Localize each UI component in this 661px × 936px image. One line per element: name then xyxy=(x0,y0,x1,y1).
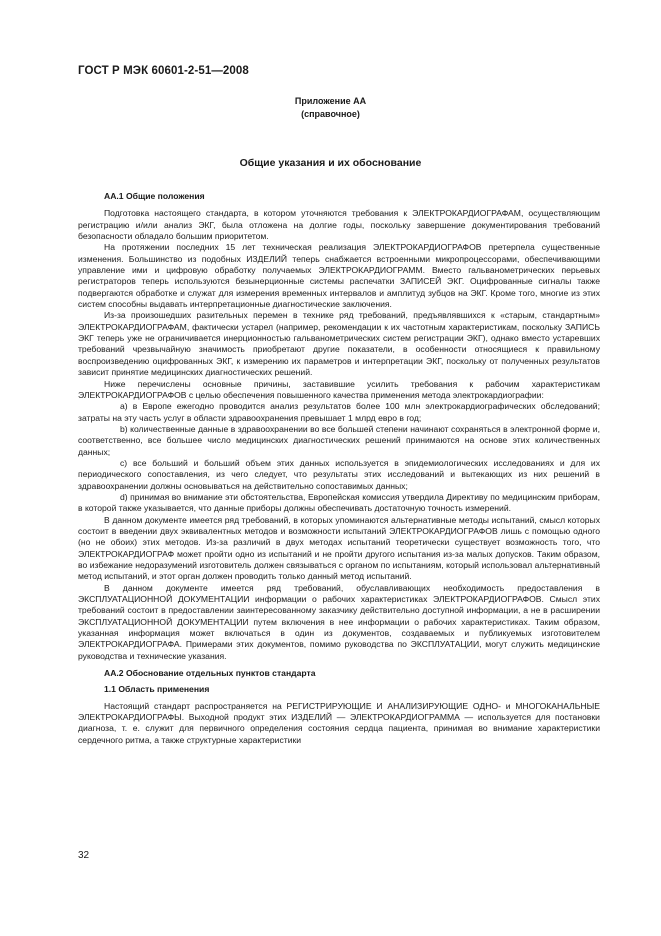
annex-subtitle: (справочное) xyxy=(301,109,360,119)
section-heading-aa2: АА.2 Обоснование отдельных пунктов стандарта xyxy=(104,668,316,679)
paragraph: На протяжении последних 15 лет техническая реализация ЭЛЕКТРОКАРДИОГРАФОВ претерпела существенные изменения. Большинство из подобных ИЗДЕЛИЙ теперь снабжается встроенными микропроцессорами, обеспечивающими управление ими и цифровую обработку получаемых ЭЛЕКТРОКАРДИОГРАММ. Вместо гальванометрических перьевых регистраторов теперь используются безынерционные системы распечатки ЗАПИСЕЙ ЭКГ. Оцифрованные сигналы также подвергаются обработке и служат для измерения временных интервалов и амплитуд зубцов на ЭКГ. Кроме того, многие из этих систем способны выдавать интерпретационные диагностические заключения. xyxy=(78,242,600,310)
list-item-d: d) принимая во внимание эти обстоятельства, Европейская комиссия утвердила Директиву по медицинским приборам, в которой также указывается, что данные приборы должны обеспечивать достаточную точность измерений. xyxy=(78,491,600,514)
document-body xyxy=(78,191,600,746)
page-number: 32 xyxy=(78,850,90,861)
list-item-c: c) все больший и больший объем этих данных используется в эпидемиологических исследованиях и для их периодического сопоставления, из чего следует, что результаты этих исследований и вытекающих из них решений в здравоохранении должны основываться на действительно сопоставимых данных; xyxy=(78,457,600,491)
annex-title: Приложение АА xyxy=(294,96,367,106)
standard-header: ГОСТ Р МЭК 60601-2-51—2008 xyxy=(78,65,249,77)
list-item-b: b) количественные данные в здравоохранении во все большей степени начинают сохраняться в электронной форме и, соответственно, все большее число медицинских диагностических решений принимаются на основе этих количественных данных; xyxy=(78,423,600,457)
paragraph: Ниже перечислены основные причины, заставившие усилить требования к рабочим характеристикам ЭЛЕКТРОКАРДИОГРАФОВ с целью обеспечения повышенного качества применения метода электрокардиографии: xyxy=(78,378,600,400)
paragraph: В данном документе имеется ряд требований, обуславливающих необходимость предоставления в ЭКСПЛУАТАЦИОННОЙ ДОКУМЕНТАЦИИ информации о рабочих характеристиках ЭЛЕКТРОКАРДИОГРАФОВ. Смысл этих требований состоит в предоставлении заинтересованному заказчику действительно доступной информации, а не в расширении ЭКСПЛУАТАЦИОННОЙ ДОКУМЕНТАЦИИ путем включения в нее информации о рабочих характеристиках. Таким образом, указанная информация может включаться в один из документов, создаваемых и публикуемых изготовителем ЭЛЕКТРОКАРДИОГРАФА. Примерами этих документов, помимо руководства по ЭКСПЛУАТАЦИИ, могут служить медицинские руководства и технические указания. xyxy=(78,582,600,661)
paragraph: Из-за произошедших разительных перемен в технике ряд требований, предъявлявшихся к «старым, стандартным» ЭЛЕКТРОКАРДИОГРАФАМ, фактически устарел (например, рекомендации к их частотным характеристикам, поскольку ЗАПИСЬ ЭКГ теперь уже не ограничивается инерционностью гальванометрических систем регистрации ЭКГ), однако вместо устаревших требований чрезвычайную значимость приобретают другие показатели, в особенности относящиеся к правильному воспроизведению оцифрованных ЭКГ, к измерению их параметров и интерпретации ЭКГ, поскольку от полученных результатов зависит принятие медицинских диагностических решений. xyxy=(78,310,600,378)
paragraph: В данном документе имеется ряд требований, в которых упоминаются альтернативные методы испытаний, смысл которых состоит в введении двух эквивалентных методов и возможности испытаний ЭЛЕКТРОКАРДИОГРАФОВ лишь с помощью одного (но не обоих) этих методов. Из-за различий в двух методах испытаний теоретически существует возможность того, что ЭЛЕКТРОКАРДИОГРАФ может пройти одно из испытаний и не пройти другого испытания из-за малых допусков. Таким образом, во избежание недоразумений изготовитель должен связываться с органом по испытаниям, который использовал альтернативный метод испытаний, и этот орган должен проводить только данный метод испытаний. xyxy=(78,514,600,582)
main-title: Общие указания и их обоснование xyxy=(239,157,422,169)
paragraph: Настоящий стандарт распространяется на РЕГИСТРИРУЮЩИЕ И АНАЛИЗИРУЮЩИЕ ОДНО- и МНОГОКАНАЛЬНЫЕ ЭЛЕКТРОКАРДИОГРАФЫ. Выходной продукт этих ИЗДЕЛИЙ — ЭЛЕКТРОКАРДИОГРАММА — используется для постановки диагноза, т. е. служит для первичного определения состояния сердца пациента, принимая во внимание характеристики сердечного ритма, а также структурные характеристики xyxy=(78,700,600,745)
subsection-heading-1-1: 1.1 Область применения xyxy=(104,684,210,695)
list-item-a: a) в Европе ежегодно проводится анализ результатов более 100 млн электрокардиографических обследований; затраты на эту часть услуг в области здравоохранения превышает 1 млрд евро в год; xyxy=(78,401,600,423)
section-heading-aa1: АА.1 Общие положения xyxy=(104,191,205,201)
paragraph: Подготовка настоящего стандарта, в котором уточняются требования к ЭЛЕКТРОКАРДИОГРАФАМ, осуществляющим регистрацию и/или анализ ЭКГ, была отложена на долгие годы, поскольку завершение документирования требований безопасности обладало большим приоритетом. xyxy=(78,208,600,242)
